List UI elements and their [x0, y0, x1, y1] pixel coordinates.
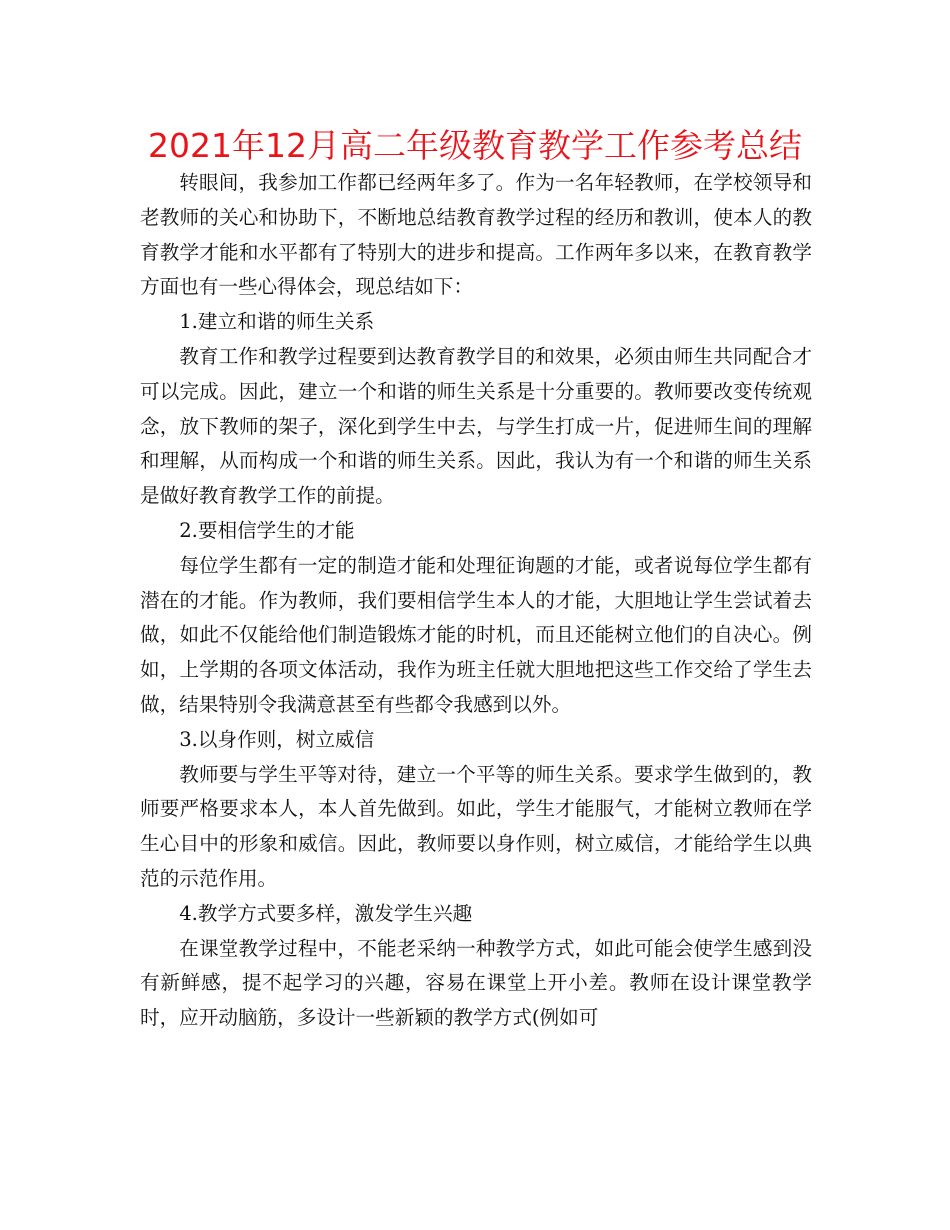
section-heading-1: 1.建立和谐的师生关系: [179, 310, 375, 334]
section-heading-4: 4.教学方式要多样，激发学生兴趣: [179, 901, 473, 925]
document-title: 2021年12月高二年级教育教学工作参考总结: [148, 126, 802, 165]
section-paragraph-1: 教育工作和教学过程要到达教育教学目的和效果，必须由师生共同配合才可以完成。因此，建立一个和谐的师生关系是十分重要的。教师要改变传统观念，放下教师的架子，深化到学生中去，与学生打成一片，促进师生间的理解和理解，从而构成一个和谐的师生关系。因此，我认为有一个和谐的师生关系是做好教育教学工作的前提。: [140, 344, 812, 508]
section-heading-3: 3.以身作则，树立威信: [179, 727, 375, 751]
section-paragraph-4: 在课堂教学过程中，不能老采纳一种教学方式，如此可能会使学生感到没有新鲜感，提不起学习的兴趣，容易在课堂上开小差。教师在设计课堂教学时，应开动脑筋，多设计一些新颖的教学方式(例如可: [140, 936, 812, 1030]
document-body: [140, 166, 812, 1036]
section-heading-2: 2.要相信学生的才能: [179, 518, 355, 542]
intro-paragraph: 转眼间，我参加工作都已经两年多了。作为一名年轻教师，在学校领导和老教师的关心和协助下，不断地总结教育教学过程的经历和教训，使本人的教育教学才能和水平都有了特别大的进步和提高。工作两年多以来，在教育教学方面也有一些心得体会，现总结如下：: [140, 171, 812, 299]
section-paragraph-3: 教师要与学生平等对待，建立一个平等的师生关系。要求学生做到的，教师要严格要求本人，本人首先做到。如此，学生才能服气，才能树立教师在学生心目中的形象和威信。因此，教师要以身作则，树立威信，才能给学生以典范的示范作用。: [140, 762, 812, 890]
section-paragraph-2: 每位学生都有一定的制造才能和处理征询题的才能，或者说每位学生都有潜在的才能。作为教师，我们要相信学生本人的才能，大胆地让学生尝试着去做，如此不仅能给他们制造锻炼才能的时机，而且还能树立他们的自决心。例如，上学期的各项文体活动，我作为班主任就大胆地把这些工作交给了学生去做，结果特别令我满意甚至有些都令我感到以外。: [140, 553, 812, 716]
